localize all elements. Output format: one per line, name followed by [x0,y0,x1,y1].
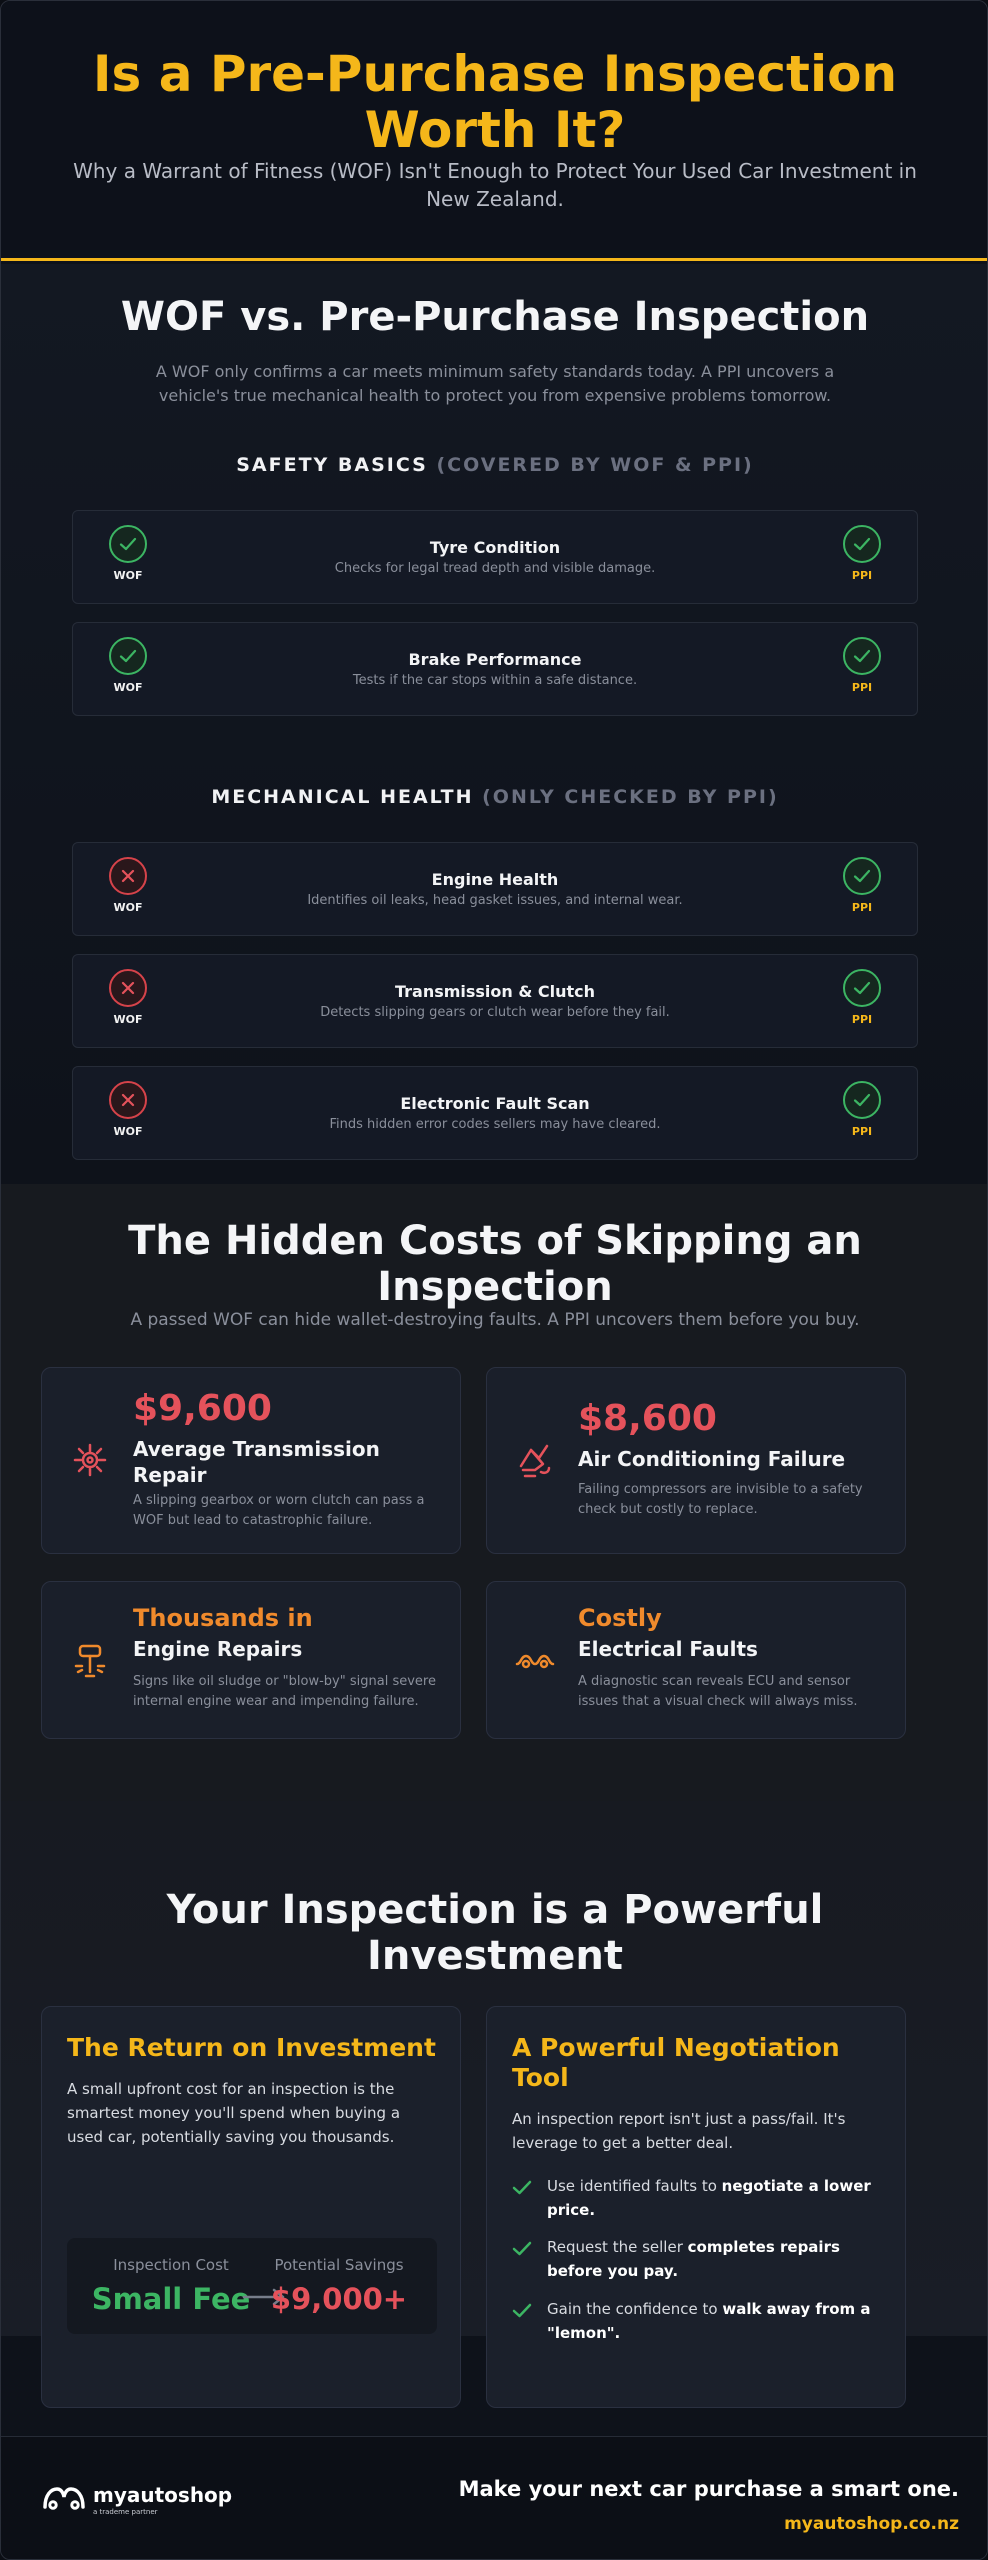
roi-comparison [67,2238,437,2334]
roi-text: A small upfront cost for an inspection is the smartest money you'll spend when buying a used car, potentially saving you thousands. [67,2080,401,2146]
ppi-badge [832,637,892,694]
footer-tagline: Make your next car purchase a smart one. [458,2477,959,2501]
negotiation-text: An inspection report isn't just a pass/fail. It's leverage to get a better deal. [512,2110,846,2152]
comparison-row [72,1066,918,1160]
ppi-label: PPI [851,1125,873,1138]
wof-label: WOF [113,1125,143,1138]
ppi-label: PPI [851,681,873,694]
footer-url-link[interactable]: myautoshop.co.nz [784,2514,959,2534]
wiring-icon [511,1638,559,1690]
cost-amount: $9,600 [133,1388,272,1429]
check-icon [512,2303,532,2323]
wof-label: WOF [113,901,143,914]
cost-description: Signs like oil sludge or "blow-by" signal severe internal engine wear and impending failure. [133,1674,436,1709]
bullet-bold: completes repairs before you pay. [547,2238,840,2280]
roi-card [41,2006,461,2408]
cost-card [486,1581,906,1739]
bullet-bold: negotiate a lower price. [547,2177,871,2219]
cost-description: Failing compressors are invisible to a safety check but costly to replace. [578,1482,863,1517]
investment-title: Your Inspection is a Powerful Investment [166,1887,824,1979]
cost-description: A diagnostic scan reveals ECU and sensor issues that a visual check will always miss. [578,1674,858,1709]
negotiation-card [486,2006,906,2408]
bullet-text [547,2174,877,2222]
bullet-lead: Gain the confidence to [547,2300,723,2318]
gear-icon [66,1436,114,1488]
logo-icon [41,2485,87,2515]
ppi-label: PPI [851,901,873,914]
oil-icon [66,1638,114,1690]
check-icon [843,525,881,563]
comparison-subtitle: A WOF only confirms a car meets minimum safety standards today. A PPI uncovers a vehicle's true mechanical health to protect you from expensive problems tomorrow. [155,362,835,405]
cost-title: Engine Repairs [133,1637,303,1661]
bullet-text [547,2297,877,2345]
page-subtitle: Why a Warrant of Fitness (WOF) Isn't Enough to Protect Your Used Car Investment in New Zealand. [73,159,917,211]
brand-subtitle: a trademe partner [93,2508,158,2516]
comparison-section [1,264,988,1184]
check-icon [843,1081,881,1119]
ppi-label: PPI [851,1013,873,1026]
wof-badge [98,525,158,582]
bullet-lead: Use identified faults to [547,2177,722,2195]
cost-label: Inspection Cost [113,2256,229,2274]
cost-title: Air Conditioning Failure [578,1447,846,1471]
cost-value: Small Fee [91,2282,251,2316]
savings-value: $9,000+ [270,2282,408,2316]
ppi-label: PPI [851,569,873,582]
row-title: Engine Health [431,870,559,889]
brand-name: myautoshop [93,2483,233,2507]
row-title: Transmission & Clutch [394,982,596,1001]
check-icon [512,2180,532,2200]
cross-icon [109,857,147,895]
row-description: Identifies oil leaks, head gasket issues, and internal wear. [307,893,683,908]
check-icon [843,637,881,675]
wof-badge [98,637,158,694]
wof-label: WOF [113,569,143,582]
hero-header [1,1,988,261]
costs-subtitle: A passed WOF can hide wallet-destroying faults. A PPI uncovers them before you buy. [130,1310,860,1330]
cost-amount: Thousands in [133,1604,313,1632]
row-description: Detects slipping gears or clutch wear before they fail. [320,1005,670,1020]
check-icon [109,637,147,675]
negotiation-title: A Powerful Negotiation Tool [512,2033,840,2092]
costs-title: The Hidden Costs of Skipping an Inspection [128,1218,862,1310]
cost-title: Electrical Faults [578,1637,758,1661]
check-icon [843,969,881,1007]
cost-amount: Costly [578,1604,662,1632]
hidden-costs-section [1,1184,988,1801]
fan-icon [511,1436,559,1488]
cost-description: A slipping gearbox or worn clutch can pass a WOF but lead to catastrophic failure. [133,1493,425,1528]
wof-badge [98,857,158,914]
group-title-text: SAFETY BASICS [236,454,428,476]
ppi-badge [832,969,892,1026]
cross-icon [109,969,147,1007]
group-title-text: MECHANICAL HEALTH [211,786,474,808]
group-note-text: (ONLY CHECKED BY PPI) [482,786,779,808]
cross-icon [109,1081,147,1119]
roi-title: The Return on Investment [67,2033,436,2062]
check-icon [109,525,147,563]
wof-label: WOF [113,681,143,694]
group-title-mechanical [1,786,988,808]
wof-badge [98,1081,158,1138]
ppi-badge [832,1081,892,1138]
cost-amount: $8,600 [578,1398,717,1439]
savings-label: Potential Savings [274,2256,404,2274]
row-description: Tests if the car stops within a safe distance. [352,673,638,688]
comparison-row [72,510,918,604]
check-icon [512,2241,532,2261]
wof-badge [98,969,158,1026]
wof-label: WOF [113,1013,143,1026]
footer [1,2436,988,2560]
brand-logo[interactable] [41,2479,231,2519]
ppi-badge [832,525,892,582]
bullet-bold: walk away from a "lemon". [547,2300,871,2342]
row-title: Tyre Condition [429,538,561,557]
ppi-badge [832,857,892,914]
bullet-lead: Request the seller [547,2238,688,2256]
page-title: Is a Pre-Purchase Inspection Worth It? [92,45,898,159]
cost-card [486,1367,906,1554]
comparison-row [72,622,918,716]
row-description: Finds hidden error codes sellers may have cleared. [329,1117,661,1132]
cost-card [41,1367,461,1554]
cost-card [41,1581,461,1739]
row-title: Brake Performance [408,650,582,669]
group-title-safety [1,454,988,476]
group-note-text: (COVERED BY WOF & PPI) [436,454,754,476]
comparison-row [72,954,918,1048]
comparison-row [72,842,918,936]
comparison-title: WOF vs. Pre-Purchase Inspection [120,294,870,340]
row-description: Checks for legal tread depth and visible damage. [334,561,656,576]
bullet-text [547,2235,877,2283]
check-icon [843,857,881,895]
row-title: Electronic Fault Scan [400,1094,590,1113]
cost-title: Average Transmission Repair [133,1437,380,1487]
